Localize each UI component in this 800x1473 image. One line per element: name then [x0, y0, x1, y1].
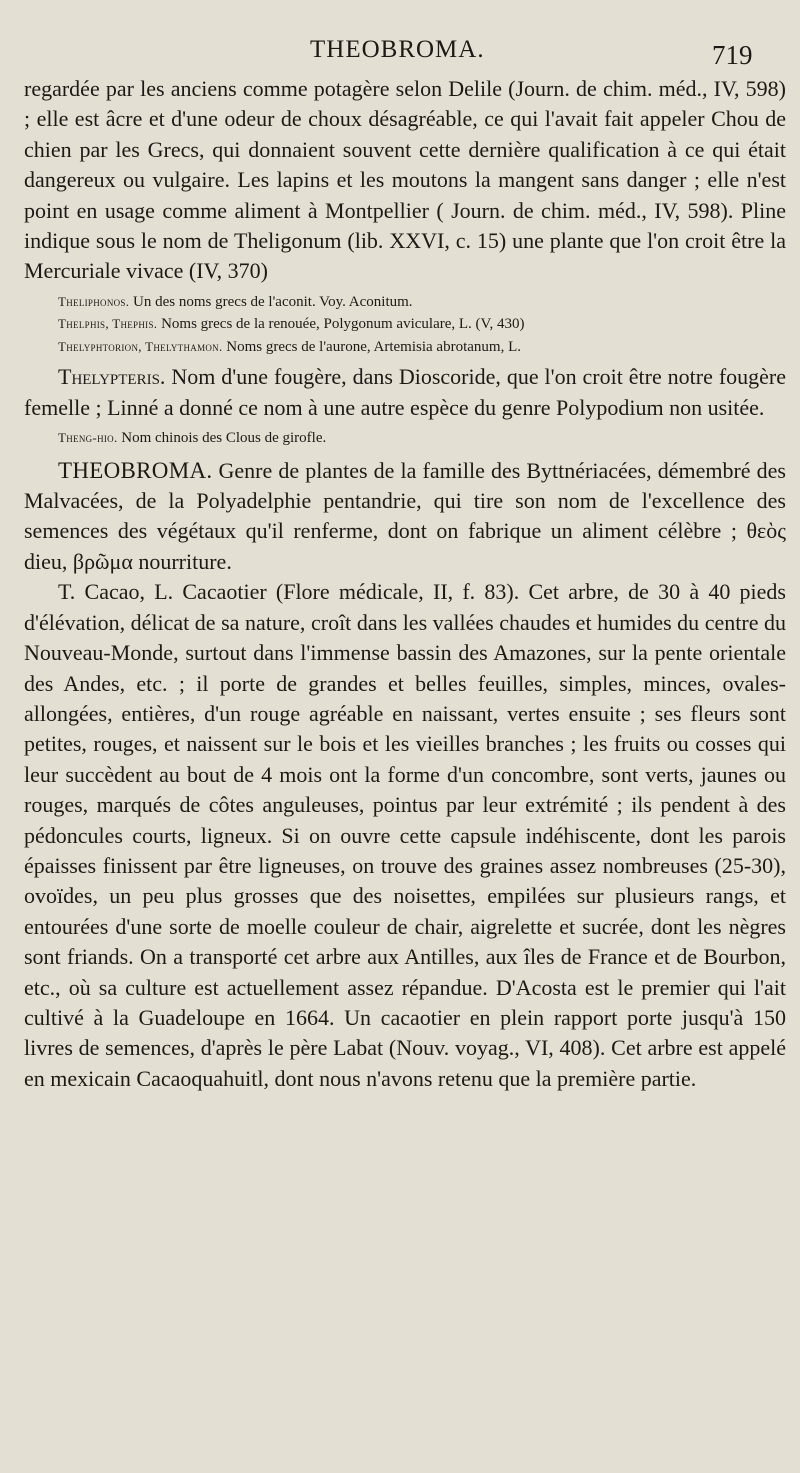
running-title: THEOBROMA.: [310, 36, 485, 63]
entry-headword: Thelphis, Thephis.: [58, 316, 158, 332]
entry-text: Un des noms grecs de l'aconit. Voy. Aconitum.: [133, 293, 413, 310]
entry-text: Nom d'une fougère, dans Dioscoride, que l'on croit être notre fougère femelle ; Linné a donné ce nom à une autre espèce du genre Polypodium non usitée.: [24, 364, 786, 420]
entry-theng-hio: [24, 427, 786, 450]
page-header: [0, 30, 800, 70]
entry-thelypteris: [24, 362, 786, 423]
entry-thelphis: [24, 313, 786, 336]
entry-headword: Thelypteris.: [58, 364, 166, 390]
entry-text: regardée par les anciens comme potagère selon Delile (Journ. de chim. méd., IV, 598) ; elle est âcre et d'une odeur de choux désagréable, ce qui l'avait fait appeler Chou de chien par les Grecs, qui donnaient souvent cette dernière qualification à ce qui était dangereux ou vulgaire. Les lapins et les moutons la mangent sans danger ; elle n'est point en usage comme aliment à Montpellier ( Journ. de chim. méd., IV, 598). Pline indique sous le nom de Theligonum (lib. XXVI, c. 15) une plante que l'on croit être la Mercuriale vivace (IV, 370): [24, 76, 786, 284]
entry-text: Noms grecs de la renouée, Polygonum aviculare, L. (V, 430): [161, 316, 525, 333]
entry-headword: Theliphonos.: [58, 293, 130, 309]
entry-theliphonos: [24, 291, 786, 314]
entry-headword: Thelyphtorion, Thelythamon.: [58, 338, 223, 354]
entry-text: Genre de plantes de la famille des Byttnériacées, démembré des Malvacées, de la Polyadelphie pentandrie, qui tire son nom de l'excellence des semences des végétaux qu'il renferme, dont on fabrique un aliment célèbre ; θεὸς dieu, βρῶμα nourriture.: [24, 457, 786, 574]
entry-continuation: [24, 74, 786, 287]
entry-headword: Theng-hio.: [58, 430, 118, 446]
entry-headword: THEOBROMA.: [58, 457, 213, 483]
page-number: 719: [712, 40, 753, 70]
entry-t-cacao: [24, 577, 786, 1094]
entry-text: T. Cacao, L. Cacaotier (Flore médicale, II, f. 83). Cet arbre, de 30 à 40 pieds d'élévation, délicat de sa nature, croît dans les vallées chaudes et humides du centre du Nouveau-Monde, surtout dans l'immense bassin des Amazones, sur la pente orientale des Andes, etc. ; il porte de grandes et belles feuilles, simples, minces, ovales-allongées, entières, d'un rouge agréable en naissant, vertes ensuite ; ses fleurs sont petites, rouges, et naissent sur le bois et les vieilles branches ; les fruits ou cosses qui leur succèdent au bout de 4 mois ont la forme d'un concombre, sont verts, jaunes ou rouges, marqués de côtes anguleuses, pointus par leur extrémité ; ils pendent à des pédoncules courts, ligneux. Si on ouvre cette capsule indéhiscente, dont les parois épaisses finissent par être ligneuses, on trouve des graines assez nombreuses (25-30), ovoïdes, un peu plus grosses que des noisettes, empilées sur plusieurs rangs, et entourées d'une sorte de moelle couleur de chair, aigrelette et sucrée, dont les nègres sont friands. On a transporté cet arbre aux Antilles, aux îles de France et de Bourbon, etc., où sa culture est actuellement assez répandue. D'Acosta est le premier qui l'ait cultivé à la Guadeloupe en 1664. Un cacaotier en plein rapport porte jusqu'à 150 livres de semences, d'après le père Labat (Nouv. voyag., VI, 408). Cet arbre est appelé en mexicain Cacaoquahuitl, dont nous n'avons retenu que la première partie.: [24, 579, 786, 1091]
entry-text: Noms grecs de l'aurone, Artemisia abrotanum, L.: [226, 338, 521, 355]
page-body: [24, 74, 786, 1094]
entry-theobroma: [24, 456, 786, 578]
entry-text: Nom chinois des Clous de girofle.: [121, 430, 327, 447]
entry-thelyphtorion: [24, 336, 786, 359]
